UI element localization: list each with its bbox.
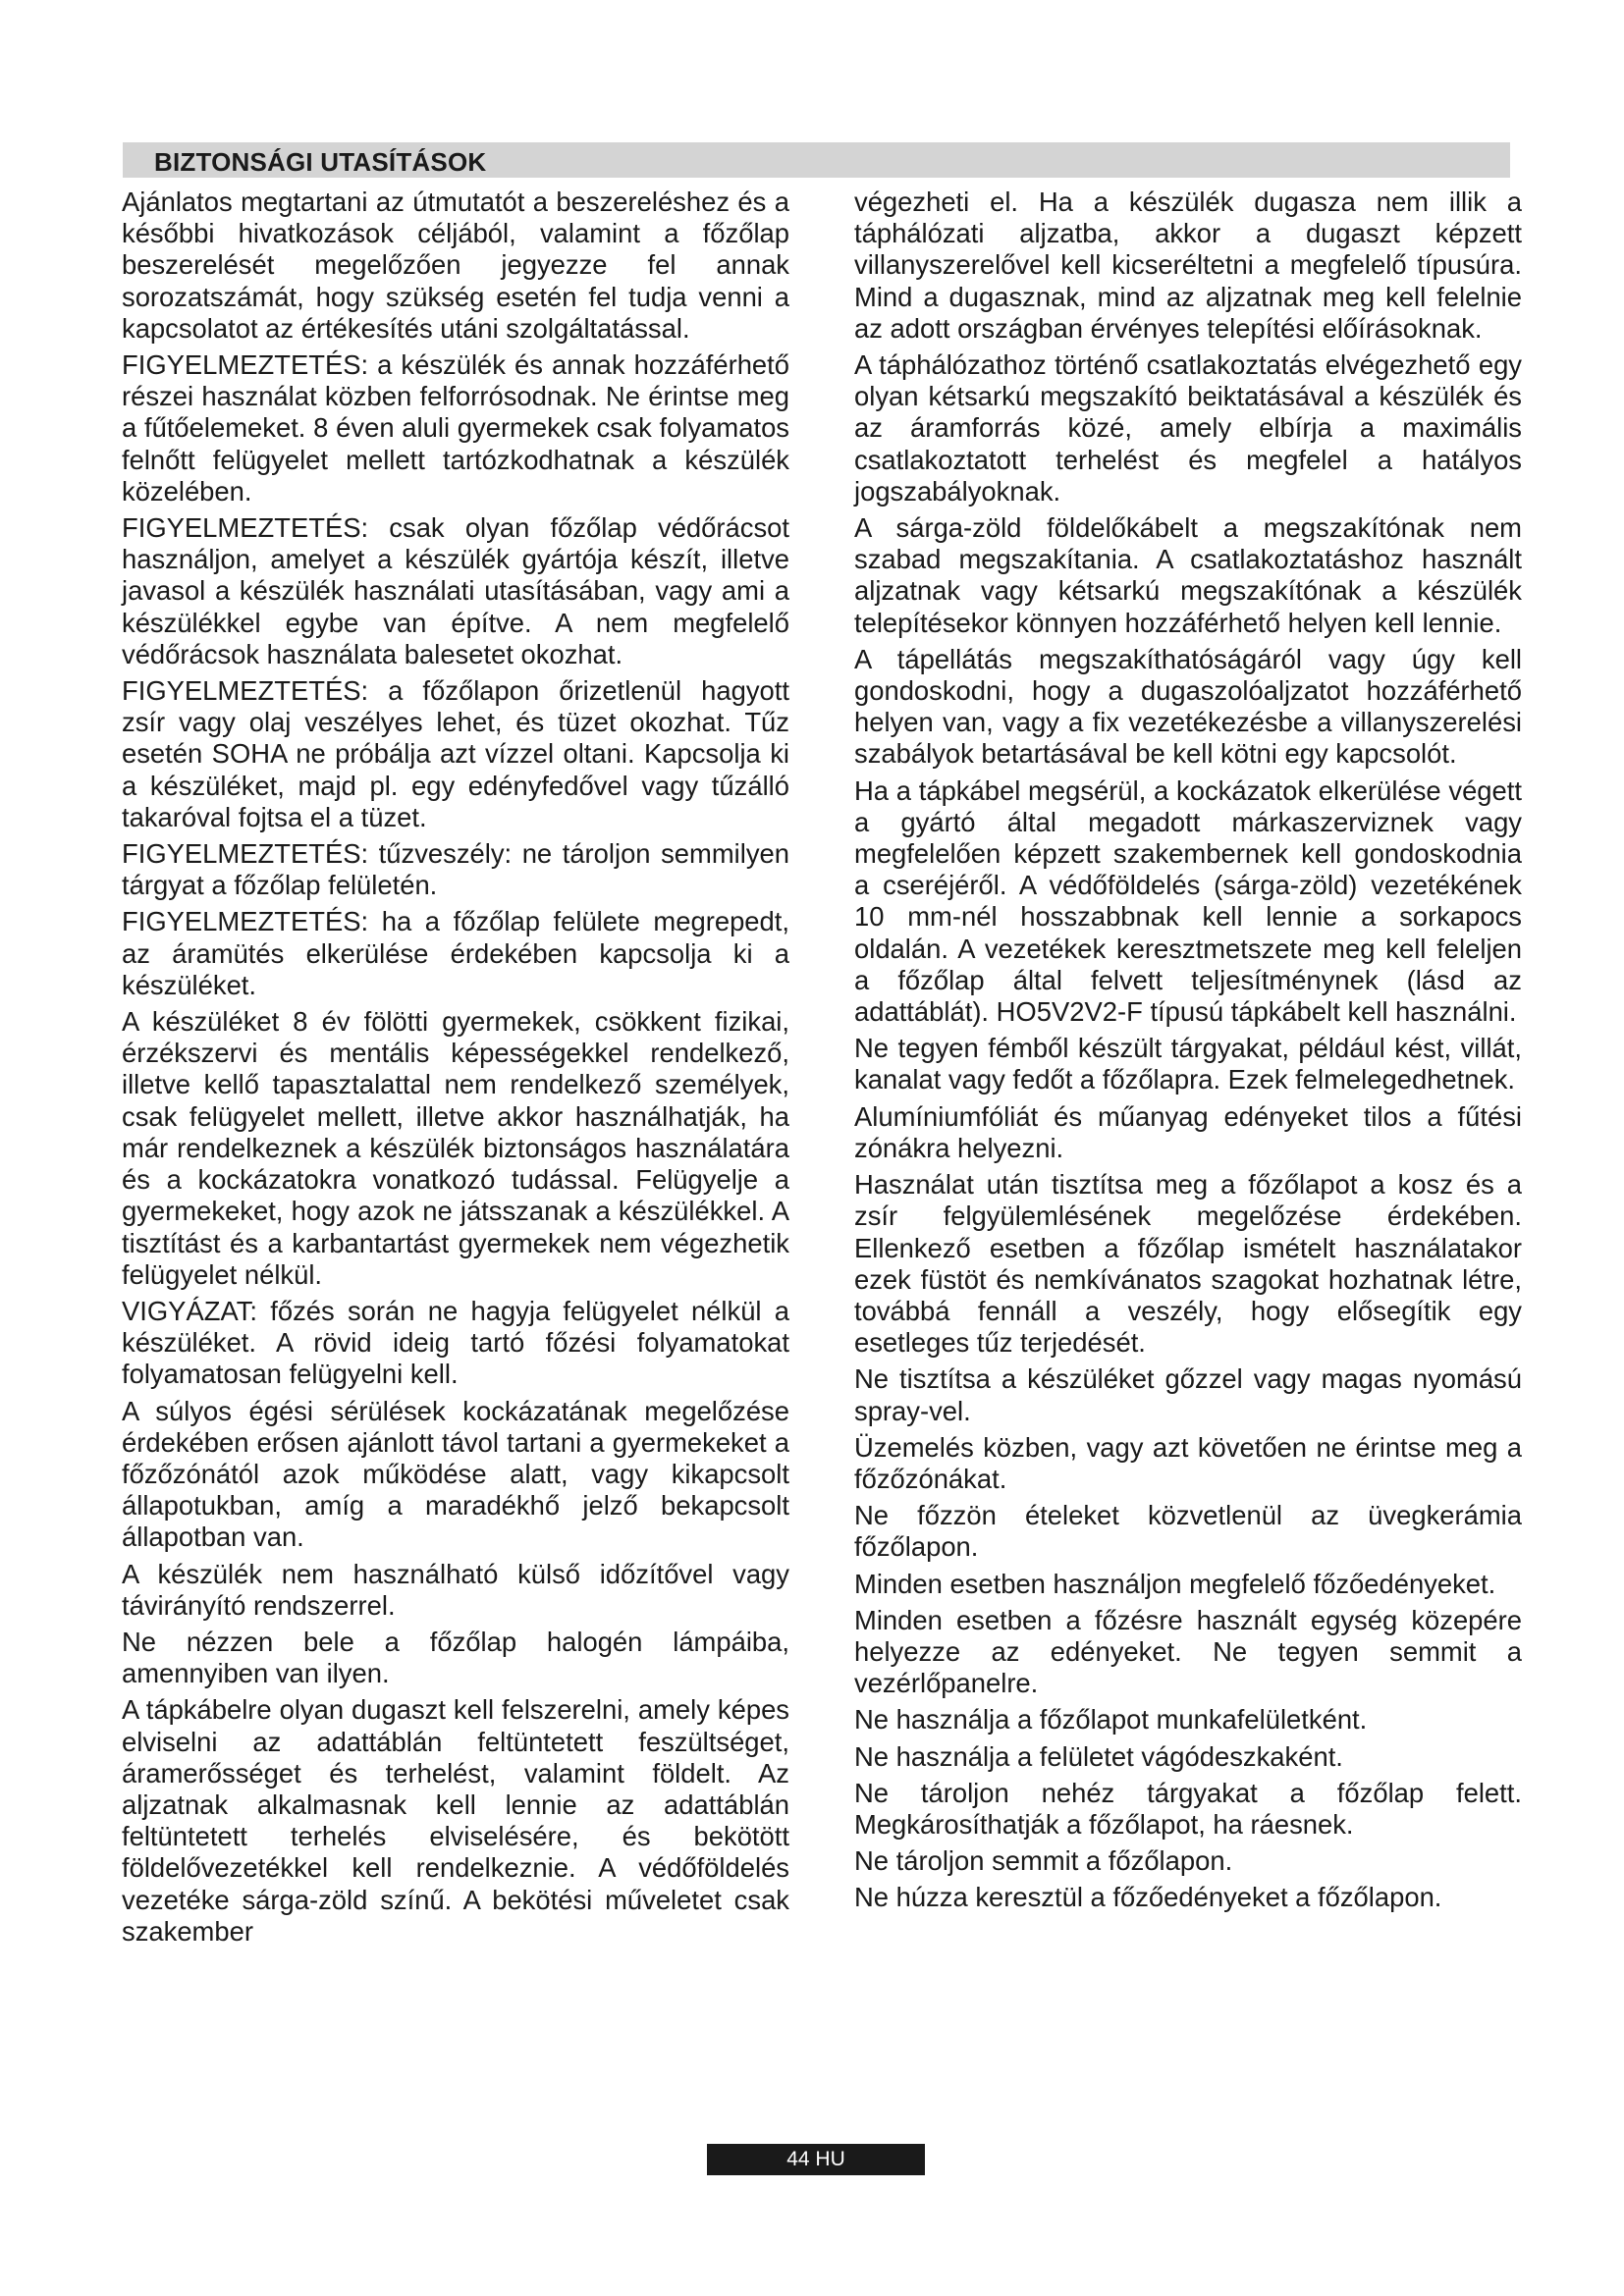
- paragraph: Minden esetben a főzésre használt egység közepére helyezze az edényeket. Ne tegyen semmit a vezérlőpanelre.: [854, 1604, 1522, 1699]
- paragraph: FIGYELMEZTETÉS: ha a főzőlap felülete megrepedt, az áramütés elkerülése érdekében kapcsolja ki a készüléket.: [122, 906, 789, 1000]
- section-title: BIZTONSÁGI UTASÍTÁSOK: [154, 147, 487, 177]
- paragraph: A sárga-zöld földelőkábelt a megszakítónak nem szabad megszakítania. A csatlakoztatáshoz használt aljzatnak vagy kétsarkú megszakítónak a készülék telepítésekor könnyen hozzáférhető helyen kell lennie.: [854, 512, 1522, 638]
- paragraph: Ne használja a felületet vágódeszkaként.: [854, 1740, 1343, 1772]
- paragraph: Üzemelés közben, vagy azt követően ne érintse meg a főzőzónákat.: [854, 1431, 1522, 1494]
- paragraph: Ne tisztítsa a készüléket gőzzel vagy magas nyomású spray-vel.: [854, 1363, 1522, 1426]
- page-number: 44 HU: [707, 2144, 925, 2175]
- section-header-bar: [123, 142, 1510, 178]
- paragraph: A készüléket 8 év fölötti gyermekek, csökkent fizikai, érzékszervi és mentális képességekkel rendelkező, illetve kellő tapasztalattal nem rendelkező személyek, csak felügyelet mellett, illetve akkor használhatják, ha már rendelkeznek a készülék biztonságos használatára és a kockázatokra vonatkozó tudással. Felügyelje a gyermekeket, hogy azok ne játsszanak a készülékkel. A tisztítást és a karbantartást gyermekek nem végezhetik felügyelet nélkül.: [122, 1006, 789, 1290]
- paragraph: FIGYELMEZTETÉS: a készülék és annak hozzáférhető részei használat közben felforrósodnak. Ne érintse meg a fűtőelemeket. 8 éven aluli gyermekek csak folyamatos felnőtt felügyelet mellett tartózkodhatnak a készülék közelében.: [122, 349, 789, 507]
- paragraph: Ne tároljon nehéz tárgyakat a főzőlap felett. Megkárosíthatják a főzőlapot, ha ráesnek.: [854, 1777, 1522, 1840]
- paragraph: Ne főzzön ételeket közvetlenül az üvegkerámia főzőlapon.: [854, 1500, 1522, 1563]
- paragraph: Ajánlatos megtartani az útmutatót a beszereléshez és a későbbi hivatkozások céljából, valamint a főzőlap beszerelését megelőzően jegyezze fel annak sorozatszámát, hogy szükség esetén fel tudja venni a kapcsolatot az értékesítés utáni szolgáltatással.: [122, 187, 789, 344]
- right-column: [854, 187, 1522, 1919]
- paragraph: A súlyos égési sérülések kockázatának megelőzése érdekében erősen ajánlott távol tartani a gyermekeket a főzőzónától azok működése alatt, vagy kikapcsolt állapotukban, amíg a maradékhő jelző bekapcsolt állapotban van.: [122, 1395, 789, 1553]
- paragraph: Ha a tápkábel megsérül, a kockázatok elkerülése végett a gyártó által megadott márkaszerviznek vagy megfelelően képzett szakembernek kell gondoskodnia a cseréjéről. A védőföldelés (sárga-zöld) vezetékének 10 mm-nél hosszabbnak kell lennie a sorkapocs oldalán. A vezetékek keresztmetszete meg kell feleljen a főzőlap által felvett teljesítménynek (lásd az adattáblát). HO5V2V2-F típusú tápkábelt kell használni.: [854, 774, 1522, 1028]
- paragraph: FIGYELMEZTETÉS: tűzveszély: ne tároljon semmilyen tárgyat a főzőlap felületén.: [122, 838, 789, 901]
- paragraph: Alumíniumfóliát és műanyag edényeket tilos a fűtési zónákra helyezni.: [854, 1100, 1522, 1163]
- paragraph: FIGYELMEZTETÉS: a főzőlapon őrizetlenül hagyott zsír vagy olaj veszélyes lehet, és tüzet okozhat. Tűz esetén SOHA ne próbálja azt vízzel oltani. Kapcsolja ki a készüléket, majd pl. egy edényfedővel vagy tűzálló takaróval fojtsa el a tüzet.: [122, 675, 789, 832]
- paragraph: Ne húzza keresztül a főzőedényeket a főzőlapon.: [854, 1882, 1442, 1913]
- paragraph: Ne használja a főzőlapot munkafelületként.: [854, 1704, 1368, 1735]
- paragraph: Ne nézzen bele a főzőlap halogén lámpáiba, amennyiben van ilyen.: [122, 1626, 789, 1689]
- paragraph: A készülék nem használható külső időzítővel vagy távirányító rendszerrel.: [122, 1558, 789, 1621]
- paragraph: A táphálózathoz történő csatlakoztatás elvégezhető egy olyan kétsarkú megszakító beiktatásával a készülék és az áramforrás közé, amely elbírja a maximális csatlakoztatott terhelést és megfelel a hatályos jogszabályoknak.: [854, 349, 1522, 507]
- paragraph: végezheti el. Ha a készülék dugasza nem illik a táphálózati aljzatba, akkor a dugaszt képzett villanyszerelővel kell kicseréltetni a megfelelő típusúra. Mind a dugasznak, mind az aljzatnak meg kell felelnie az adott országban érvényes telepítési előírásoknak.: [854, 187, 1522, 344]
- paragraph: Használat után tisztítsa meg a főzőlapot a kosz és a zsír felgyülemlésének megelőzése érdekében. Ellenkező esetben a főzőlap ismételt használatakor ezek füstöt és nemkívánatos szagokat hozhatnak létre, továbbá fennáll a veszély, hogy elősegítik egy esetleges tűz terjedését.: [854, 1169, 1522, 1359]
- paragraph: A tápkábelre olyan dugaszt kell felszerelni, amely képes elviselni az adattáblán feltüntetett feszültséget, áramerősséget és terhelést, valamint földelt. Az aljzatnak alkalmasnak kell lennie az adattáblán feltüntetett terhelés elviselésére, és bekötött földelővezetékkel kell rendelkeznie. A védőföldelés vezetéke sárga-zöld színű. A bekötési műveletet csak szakember: [122, 1694, 789, 1947]
- paragraph: A tápellátás megszakíthatóságáról vagy úgy kell gondoskodni, hogy a dugaszolóaljzatot hozzáférhető helyen van, vagy a fix vezetékezésbe a villanyszerelési szabályok betartásával be kell kötni egy kapcsolót.: [854, 643, 1522, 770]
- paragraph: Ne tegyen fémből készült tárgyakat, például kést, villát, kanalat vagy fedőt a főzőlapra. Ezek felmelegedhetnek.: [854, 1033, 1522, 1095]
- paragraph: VIGYÁZAT: főzés során ne hagyja felügyelet nélkül a készüléket. A rövid ideig tartó főzési folyamatokat folyamatosan felügyelni kell.: [122, 1295, 789, 1390]
- paragraph: Minden esetben használjon megfelelő főzőedényeket.: [854, 1568, 1496, 1599]
- paragraph: Ne tároljon semmit a főzőlapon.: [854, 1845, 1233, 1877]
- paragraph: FIGYELMEZTETÉS: csak olyan főzőlap védőrácsot használjon, amelyet a készülék gyártója készít, illetve javasol a készülék használati utasításában, vagy ami a készülékkel egybe van építve. A nem megfelelő védőrácsok használata balesetet okozhat.: [122, 512, 789, 669]
- left-column: [122, 187, 789, 1952]
